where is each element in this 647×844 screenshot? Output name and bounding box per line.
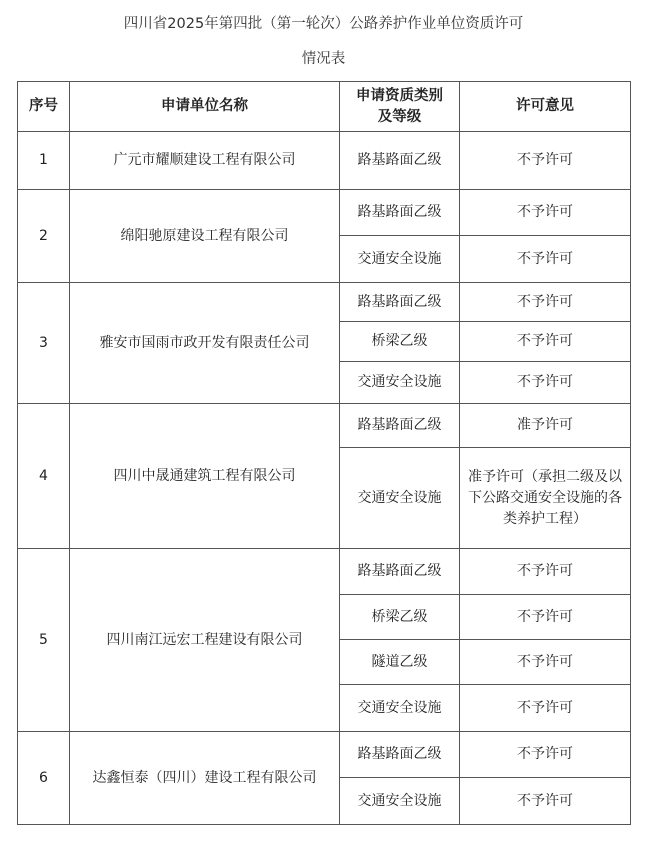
seq-cell: 5 — [18, 549, 70, 732]
qual-cell: 交通安全设施 — [340, 778, 460, 825]
header-unit: 申请单位名称 — [70, 82, 340, 132]
table-row — [18, 283, 631, 322]
unit-cell: 广元市耀顺建设工程有限公司 — [70, 132, 340, 190]
header-opinion: 许可意见 — [460, 82, 631, 132]
opinion-cell: 不予许可 — [460, 595, 631, 640]
qual-cell: 路基路面乙级 — [340, 190, 460, 236]
opinion-cell: 不予许可 — [460, 132, 631, 190]
table-row — [18, 190, 631, 236]
opinion-cell: 不予许可 — [460, 640, 631, 685]
qual-cell: 隧道乙级 — [340, 640, 460, 685]
opinion-cell: 不予许可 — [460, 362, 631, 404]
unit-cell: 绵阳驰原建设工程有限公司 — [70, 190, 340, 283]
seq-cell: 3 — [18, 283, 70, 404]
qual-cell: 交通安全设施 — [340, 362, 460, 404]
qual-cell: 路基路面乙级 — [340, 283, 460, 322]
header-seq: 序号 — [18, 82, 70, 132]
opinion-cell: 不予许可 — [460, 732, 631, 778]
table-row — [18, 732, 631, 778]
seq-cell: 6 — [18, 732, 70, 825]
unit-cell: 四川中晟通建筑工程有限公司 — [70, 404, 340, 549]
table-row — [18, 549, 631, 595]
opinion-cell: 不予许可 — [460, 685, 631, 732]
qual-cell: 桥梁乙级 — [340, 595, 460, 640]
qual-cell: 路基路面乙级 — [340, 404, 460, 448]
document-subtitle: 情况表 — [301, 51, 346, 67]
opinion-cell: 不予许可 — [460, 322, 631, 362]
qual-cell: 交通安全设施 — [340, 685, 460, 732]
seq-cell: 1 — [18, 132, 70, 190]
seq-cell: 2 — [18, 190, 70, 283]
header-row — [18, 82, 631, 132]
header-qualification — [340, 82, 460, 132]
opinion-cell: 不予许可 — [460, 778, 631, 825]
opinion-cell: 不予许可 — [460, 549, 631, 595]
unit-cell: 雅安市国雨市政开发有限责任公司 — [70, 283, 340, 404]
opinion-cell: 不予许可 — [460, 236, 631, 283]
table-row — [18, 132, 631, 190]
opinion-cell: 不予许可 — [460, 190, 631, 236]
qual-cell: 路基路面乙级 — [340, 132, 460, 190]
qual-cell: 交通安全设施 — [340, 236, 460, 283]
opinion-cell: 不予许可 — [460, 283, 631, 322]
seq-cell: 4 — [18, 404, 70, 549]
opinion-cell: 准予许可（承担二级及以下公路交通安全设施的各类养护工程） — [460, 448, 631, 549]
document-title: 四川省2025年第四批（第一轮次）公路养护作业单位资质许可 — [123, 16, 524, 32]
qual-cell: 桥梁乙级 — [340, 322, 460, 362]
qual-cell: 交通安全设施 — [340, 448, 460, 549]
unit-cell: 达鑫恒泰（四川）建设工程有限公司 — [70, 732, 340, 825]
qual-cell: 路基路面乙级 — [340, 549, 460, 595]
header-qual-line1: 申请资质类别 — [356, 87, 443, 104]
qualification-table — [17, 81, 631, 825]
unit-cell: 四川南江远宏工程建设有限公司 — [70, 549, 340, 732]
header-qual-line2: 及等级 — [377, 108, 422, 125]
qual-cell: 路基路面乙级 — [340, 732, 460, 778]
opinion-cell: 准予许可 — [460, 404, 631, 448]
table-row — [18, 404, 631, 448]
